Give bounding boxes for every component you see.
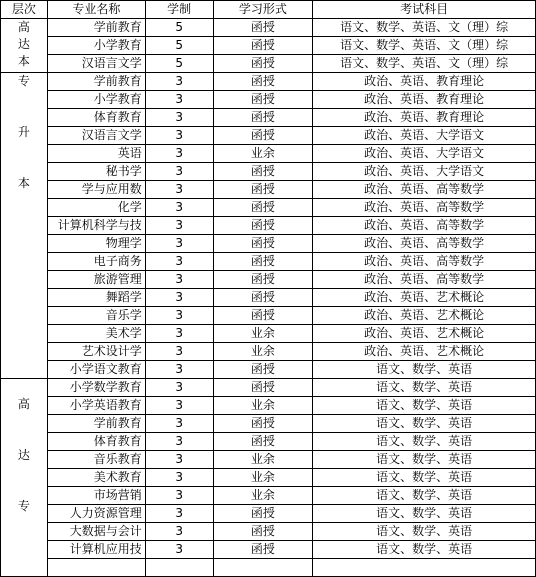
- major-cell: 小学教育: [47, 91, 145, 109]
- level-char: 达: [17, 37, 30, 51]
- table-row: [1, 415, 536, 433]
- study-mode-cell: 业余: [213, 451, 313, 469]
- duration-cell: 3: [145, 379, 213, 397]
- duration-cell: 3: [145, 325, 213, 343]
- major-cell: 大数据与会计: [47, 523, 145, 541]
- major-cell: [47, 559, 145, 577]
- study-mode-cell: 函授: [213, 523, 313, 541]
- exam-subjects-cell: 语文、数学、英语: [313, 451, 536, 469]
- table-row: [1, 37, 536, 55]
- study-mode-cell: 函授: [213, 73, 313, 91]
- exam-subjects-cell: 语文、数学、英语: [313, 523, 536, 541]
- study-mode-cell: 业余: [213, 487, 313, 505]
- study-mode-cell: 函授: [213, 19, 313, 37]
- study-mode-cell: 业余: [213, 343, 313, 361]
- exam-subjects-cell: 政治、英语、教育理论: [313, 91, 536, 109]
- study-mode-cell: 业余: [213, 469, 313, 487]
- major-cell: 美术教育: [47, 469, 145, 487]
- table-row: [1, 379, 536, 397]
- table-row: [1, 55, 536, 73]
- exam-subjects-cell: 政治、英语、艺术概论: [313, 325, 536, 343]
- level-cell: [1, 379, 48, 577]
- major-cell: 体育教育: [47, 433, 145, 451]
- exam-subjects-cell: 政治、英语、高等数学: [313, 199, 536, 217]
- level-char: 本: [17, 54, 30, 68]
- major-cell: 物理学: [47, 235, 145, 253]
- duration-cell: 5: [145, 55, 213, 73]
- major-cell: 化学: [47, 199, 145, 217]
- header-level: 层次: [1, 1, 48, 19]
- duration-cell: 3: [145, 505, 213, 523]
- major-cell: 小学教育: [47, 37, 145, 55]
- duration-cell: [145, 559, 213, 577]
- duration-cell: 3: [145, 469, 213, 487]
- study-mode-cell: 函授: [213, 217, 313, 235]
- study-mode-cell: 函授: [213, 415, 313, 433]
- exam-subjects-cell: 政治、英语、高等数学: [313, 253, 536, 271]
- table-row: [1, 397, 536, 415]
- duration-cell: 3: [145, 433, 213, 451]
- table-row: [1, 217, 536, 235]
- exam-subjects-cell: 政治、英语、艺术概论: [313, 307, 536, 325]
- major-cell: 市场营销: [47, 487, 145, 505]
- level-char: 升: [17, 125, 30, 139]
- exam-subjects-cell: 政治、英语、大学语文: [313, 163, 536, 181]
- table-row: [1, 343, 536, 361]
- study-mode-cell: 函授: [213, 505, 313, 523]
- duration-cell: 3: [145, 253, 213, 271]
- duration-cell: 3: [145, 109, 213, 127]
- exam-subjects-cell: 语文、数学、英语: [313, 433, 536, 451]
- major-cell: 汉语言文学: [47, 127, 145, 145]
- level-cell: [1, 73, 48, 379]
- table-row: [1, 451, 536, 469]
- duration-cell: 3: [145, 289, 213, 307]
- duration-cell: 3: [145, 397, 213, 415]
- study-mode-cell: 函授: [213, 199, 313, 217]
- duration-cell: 5: [145, 37, 213, 55]
- duration-cell: 3: [145, 271, 213, 289]
- table-row: [1, 127, 536, 145]
- exam-subjects-cell: 语文、数学、英语、文（理）综: [313, 19, 536, 37]
- exam-subjects-cell: 语文、数学、英语、文（理）综: [313, 37, 536, 55]
- exam-subjects-cell: 政治、英语、高等数学: [313, 235, 536, 253]
- study-mode-cell: 函授: [213, 541, 313, 559]
- study-mode-cell: 函授: [213, 163, 313, 181]
- duration-cell: 3: [145, 523, 213, 541]
- major-cell: 电子商务: [47, 253, 145, 271]
- table-row: [1, 325, 536, 343]
- study-mode-cell: 函授: [213, 235, 313, 253]
- table-row: [1, 109, 536, 127]
- duration-cell: 3: [145, 163, 213, 181]
- study-mode-cell: 函授: [213, 127, 313, 145]
- exam-subjects-cell: 语文、数学、英语、文（理）综: [313, 55, 536, 73]
- study-mode-cell: 函授: [213, 379, 313, 397]
- table-row: [1, 181, 536, 199]
- study-mode-cell: 函授: [213, 307, 313, 325]
- level-char: 专: [17, 74, 30, 88]
- table-row: [1, 19, 536, 37]
- major-cell: 学与应用数: [47, 181, 145, 199]
- exam-subjects-cell: 语文、数学、英语: [313, 415, 536, 433]
- exam-subjects-cell: 政治、英语、艺术概论: [313, 289, 536, 307]
- study-mode-cell: 函授: [213, 181, 313, 199]
- major-cell: 小学数学教育: [47, 379, 145, 397]
- duration-cell: 3: [145, 235, 213, 253]
- exam-subjects-cell: 语文、数学、英语: [313, 487, 536, 505]
- exam-subjects-cell: 政治、英语、高等数学: [313, 271, 536, 289]
- study-mode-cell: 业余: [213, 325, 313, 343]
- major-cell: 体育教育: [47, 109, 145, 127]
- major-cell: 艺术设计学: [47, 343, 145, 361]
- study-mode-cell: 函授: [213, 361, 313, 379]
- exam-subjects-cell: 语文、数学、英语: [313, 397, 536, 415]
- duration-cell: 5: [145, 19, 213, 37]
- duration-cell: 3: [145, 451, 213, 469]
- duration-cell: 3: [145, 541, 213, 559]
- major-cell: 学前教育: [47, 73, 145, 91]
- table-row: [1, 523, 536, 541]
- study-mode-cell: 函授: [213, 289, 313, 307]
- table-row: [1, 487, 536, 505]
- level-char: 高: [17, 397, 30, 411]
- level-char: 本: [17, 176, 30, 190]
- table-row: [1, 235, 536, 253]
- study-mode-cell: 业余: [213, 145, 313, 163]
- major-cell: 人力资源管理: [47, 505, 145, 523]
- major-cell: 音乐学: [47, 307, 145, 325]
- header-major: 专业名称: [47, 1, 145, 19]
- exam-subjects-cell: 语文、数学、英语: [313, 379, 536, 397]
- table-row: [1, 559, 536, 577]
- table-row: [1, 271, 536, 289]
- major-cell: 小学英语教育: [47, 397, 145, 415]
- table-row: [1, 163, 536, 181]
- duration-cell: 3: [145, 307, 213, 325]
- study-mode-cell: 函授: [213, 37, 313, 55]
- study-mode-cell: 函授: [213, 271, 313, 289]
- header-duration: 学制: [145, 1, 213, 19]
- table-row: [1, 91, 536, 109]
- duration-cell: 3: [145, 415, 213, 433]
- major-cell: 汉语言文学: [47, 55, 145, 73]
- study-mode-cell: 业余: [213, 397, 313, 415]
- study-mode-cell: 函授: [213, 433, 313, 451]
- duration-cell: 3: [145, 127, 213, 145]
- study-mode-cell: 函授: [213, 253, 313, 271]
- duration-cell: 3: [145, 487, 213, 505]
- duration-cell: 3: [145, 181, 213, 199]
- exam-subjects-cell: 政治、英语、高等数学: [313, 181, 536, 199]
- duration-cell: 3: [145, 343, 213, 361]
- major-cell: 舞蹈学: [47, 289, 145, 307]
- table-row: [1, 469, 536, 487]
- exam-subjects-cell: 政治、英语、大学语文: [313, 145, 536, 163]
- level-char: 达: [17, 448, 30, 462]
- table-row: [1, 307, 536, 325]
- exam-subjects-cell: 政治、英语、高等数学: [313, 217, 536, 235]
- major-cell: 计算机应用技: [47, 541, 145, 559]
- duration-cell: 3: [145, 217, 213, 235]
- exam-subjects-cell: 语文、数学、英语: [313, 505, 536, 523]
- table-row: [1, 73, 536, 91]
- major-cell: 秘书学: [47, 163, 145, 181]
- exam-subjects-cell: 政治、英语、大学语文: [313, 127, 536, 145]
- exam-subjects-cell: 语文、数学、英语: [313, 469, 536, 487]
- duration-cell: 3: [145, 91, 213, 109]
- level-cell: [1, 19, 48, 73]
- study-mode-cell: 函授: [213, 109, 313, 127]
- table-row: [1, 199, 536, 217]
- major-cell: 英语: [47, 145, 145, 163]
- exam-subjects-cell: 语文、数学、英语: [313, 541, 536, 559]
- table-row: [1, 541, 536, 559]
- table-row: [1, 361, 536, 379]
- major-cell: 学前教育: [47, 19, 145, 37]
- table-row: [1, 433, 536, 451]
- header-row: [1, 1, 536, 19]
- duration-cell: 3: [145, 145, 213, 163]
- major-cell: 小学语文教育: [47, 361, 145, 379]
- major-cell: 计算机科学与技: [47, 217, 145, 235]
- table-row: [1, 505, 536, 523]
- duration-cell: 3: [145, 73, 213, 91]
- major-cell: 学前教育: [47, 415, 145, 433]
- study-mode-cell: [213, 559, 313, 577]
- level-char: 高: [17, 20, 30, 34]
- exam-subjects-cell: 政治、英语、教育理论: [313, 73, 536, 91]
- table-row: [1, 253, 536, 271]
- exam-subjects-cell: 政治、英语、教育理论: [313, 109, 536, 127]
- header-study-mode: 学习形式: [213, 1, 313, 19]
- exam-subjects-cell: [313, 559, 536, 577]
- study-mode-cell: 函授: [213, 91, 313, 109]
- header-exam-subjects: 考试科目: [313, 1, 536, 19]
- exam-subjects-cell: 政治、英语、艺术概论: [313, 343, 536, 361]
- major-cell: 美术学: [47, 325, 145, 343]
- exam-subjects-cell: 语文、数学、英语: [313, 361, 536, 379]
- major-cell: 旅游管理: [47, 271, 145, 289]
- level-char: 专: [17, 499, 30, 513]
- duration-cell: 3: [145, 361, 213, 379]
- table-row: [1, 289, 536, 307]
- duration-cell: 3: [145, 199, 213, 217]
- table-row: [1, 145, 536, 163]
- study-mode-cell: 函授: [213, 55, 313, 73]
- major-cell: 音乐教育: [47, 451, 145, 469]
